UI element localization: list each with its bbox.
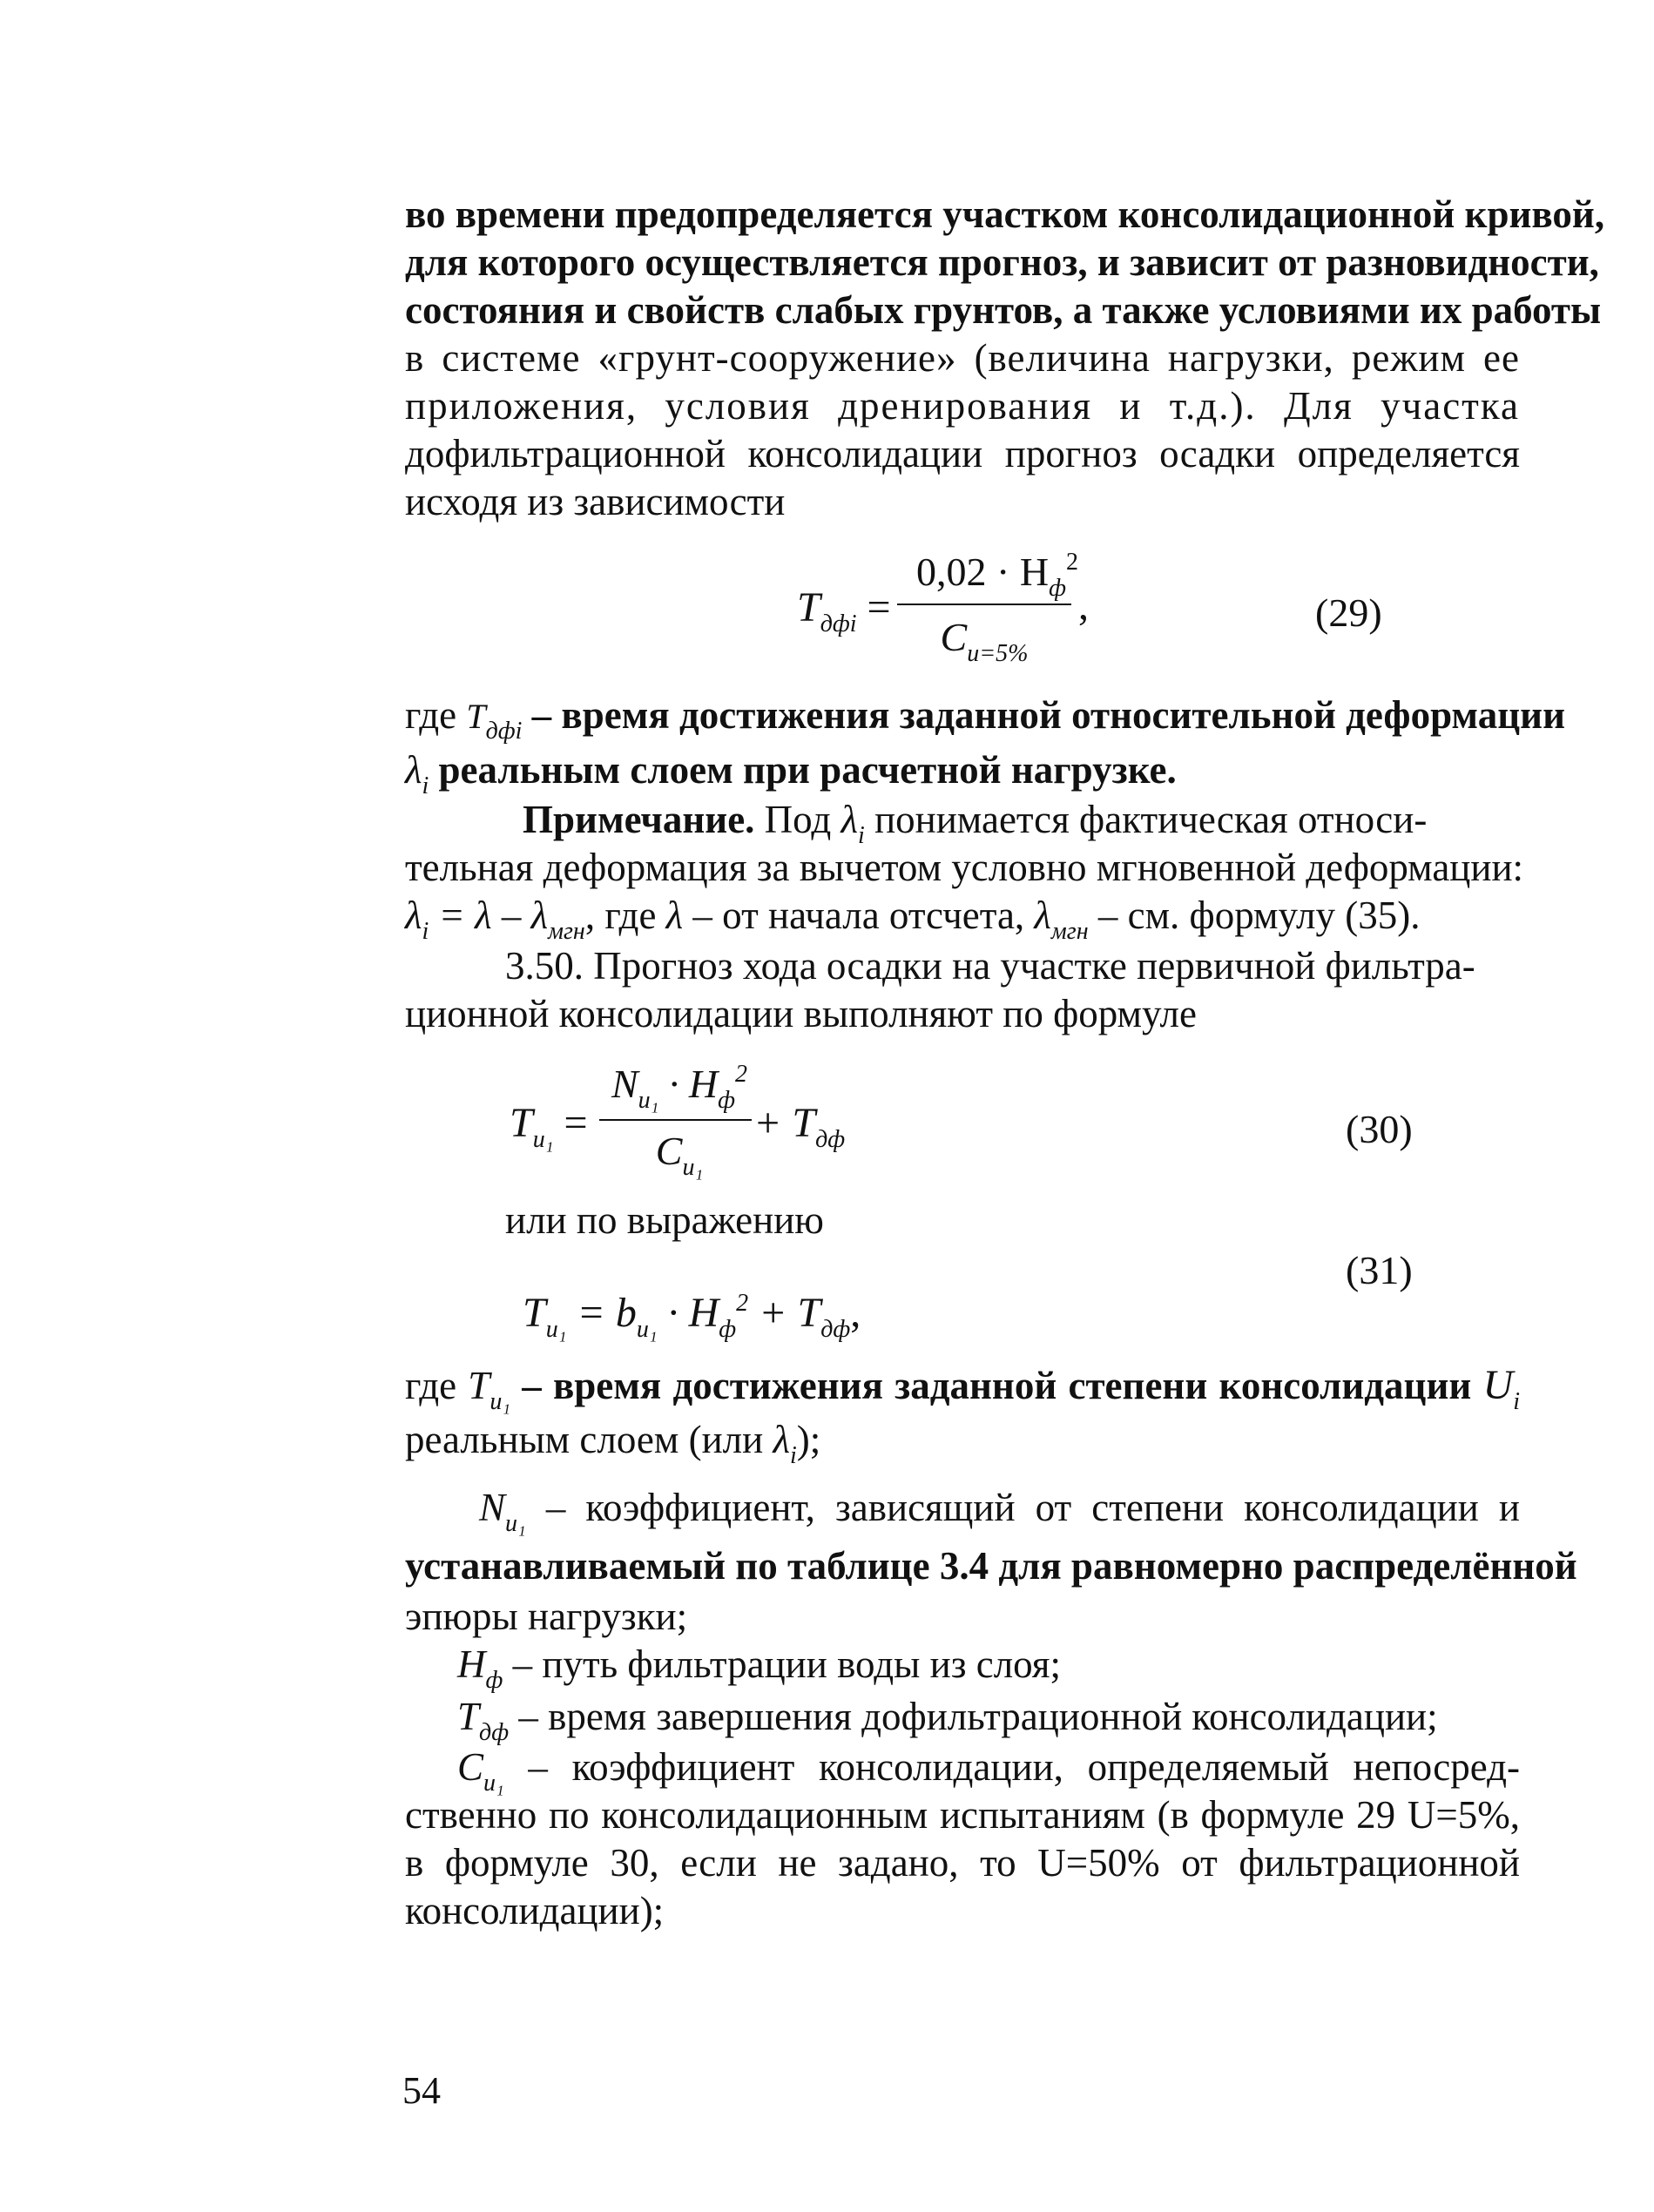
paragraph-line: 3.50. Прогноз хода осадки на участке первичной фильтра- bbox=[505, 944, 1475, 988]
note-line: $\lambda_i = \lambda - \lambda_{мгн}$, где λ – от начала отсчета, $\lambda_{мгн}$ – см. формулу (35). bbox=[405, 894, 1421, 945]
eq30-numerator: $N_{u_1} \cdot H_ф^2$ bbox=[611, 1061, 748, 1114]
note-line: тельная деформация за вычетом условно мгновенной деформации: bbox=[405, 846, 1524, 889]
eq30-tail: + $T_{дф}$ bbox=[753, 1100, 846, 1153]
note-line: Примечание. Под $\lambda_i$ понимается фактическая относи- bbox=[523, 798, 1428, 849]
definition-line: $\lambda_i$ реальным слоем при расчетной нагрузке. bbox=[405, 748, 1177, 799]
paragraph-line: в системе «грунт-сооружение» (величина нагрузки, режим ее bbox=[405, 336, 1520, 380]
eq31-expression: $T_{u_1} = b_{u_1} \cdot H_ф^2 + T_{дф}$, bbox=[523, 1290, 861, 1343]
eq29-lhs: T bbox=[797, 584, 820, 631]
definition-line: $N_{u_1}$ – коэффициент, зависящий от степени консолидации и bbox=[479, 1486, 1520, 1537]
eq29-fraction-bar bbox=[897, 604, 1071, 605]
definition-line: эпюры нагрузки; bbox=[405, 1595, 688, 1638]
definition-line: реальным слоем (или $\lambda_i$); bbox=[405, 1418, 821, 1469]
equation-number: (31) bbox=[1346, 1248, 1413, 1292]
paragraph-line: или по выражению bbox=[505, 1198, 824, 1242]
eq29-denominator: $C_{u=5\%}$ bbox=[940, 615, 1029, 667]
equation-number: (29) bbox=[1315, 590, 1382, 635]
definition-line: устанавливаемый по таблице 3.4 для равномерно распределённой bbox=[405, 1544, 1577, 1588]
note-label: Примечание. bbox=[523, 798, 755, 841]
definition-line: $T_{дф}$ – время завершения дофильтрационной консолидации; bbox=[457, 1695, 1438, 1746]
paragraph-line: ционной консолидации выполняют по формуле bbox=[405, 992, 1197, 1035]
equation-number: (30) bbox=[1346, 1107, 1413, 1151]
paragraph-line: состояния и свойств слабых грунтов, а также условиями их работы bbox=[405, 288, 1602, 332]
definition-line: в формуле 30, если не задано, то U=50% от фильтрационной bbox=[405, 1841, 1520, 1885]
eq30-denominator: $C_{u_1}$ bbox=[655, 1129, 704, 1181]
definition-line: где $T_{u_1}$ – время достижения заданной степени консолидации $U_i$ bbox=[405, 1362, 1520, 1415]
definition-line: $C_{u_1}$ – коэффициент консолидации, определяемый непосред- bbox=[457, 1745, 1520, 1797]
eq30-fraction-bar bbox=[599, 1119, 752, 1121]
page-number: 54 bbox=[402, 2069, 441, 2112]
definition-line: ственно по консолидационным испытаниям (в формуле 29 U=5%, bbox=[405, 1793, 1520, 1837]
definition-line: консолидации); bbox=[405, 1889, 665, 1932]
paragraph-line: приложения, условия дренирования и т.д.). Для участка bbox=[405, 384, 1520, 428]
eq29-numerator: $0,02 \cdot H_ф^2$ bbox=[916, 549, 1078, 602]
paragraph-line: для которого осуществляется прогноз, и зависит от разновидности, bbox=[405, 240, 1599, 284]
eq29-comma: , bbox=[1078, 583, 1089, 629]
paragraph-line: исходя из зависимости bbox=[405, 480, 786, 523]
definition-line: где $T_{дфi}$ – время достижения заданной относительной деформации bbox=[405, 693, 1566, 745]
paragraph-line: дофильтрационной консолидации прогноз осадки определяется bbox=[405, 432, 1520, 475]
paragraph-line: во времени предопределяется участком консолидационной кривой, bbox=[405, 192, 1605, 236]
definition-line: $H_ф$ – путь фильтрации воды из слоя; bbox=[457, 1642, 1062, 1694]
document-page: во времени предопределяется участком консолидационной кривой, для которого осуществляется прогноз, и зависит от разновидности, состояния и свойств слабых грунтов, а также условиями их работы в системе «грунт-сооружение» (величина нагрузки, режим ее приложения, условия дренирования и т.д.). Для участка дофильтрационной консолидации прогноз осадки определяется исходя из зависимости $T_{дфi}$ = $0,02 \cdot H_ф^2$ $C_{u=5\%}$ , (29) где $T_{дфi}$ – время достижения заданной относительной деформации $\lambda_i$ реальным слоем при расчетной нагрузке. Примечание. Под $\lambda_i$ понимается фактическая относи- тельная деформация за вычетом условно мгновенной деформации: $\lambda_i = \lambda - \lambda_{мгн}$, где λ – от начала отсчета, $\lambda_{мгн}$ – см. формулу (35). 3.50. Прогноз хода осадки на участке первичной фильтра- ционной консолидации выполняют по формуле $T_{u_1}$ = $N_{u_1} \cdot H_ф^2$ $C_{u_1}$ + $T_{дф}$ (30) или по выражению (31) $T_{u_1} = b_{u_1} \cdot H_ф^2 + T_{дф}$, где $T_{u_1}$ – время достижения заданной степени консолидации $U_i$ реальным слоем (или $\lambda_i$); $N_{u_1}$ – коэффициент, зависящий от степени консолидации и устанавливаемый по таблице 3.4 для равномерно распределённой эпюры нагрузки; $H_ф$ – путь фильтрации воды из слоя; $T_{дф}$ – время завершения дофильтрационной консолидации; $C_{u_1}$ – коэффициент консолидации, определяемый непосред- ственно по консолидационным испытаниям (в формуле 29 U=5%, в формуле 30, если не задано, то U=50% от фильтрационной консолидации); 54 bbox=[0, 0, 1654, 2212]
